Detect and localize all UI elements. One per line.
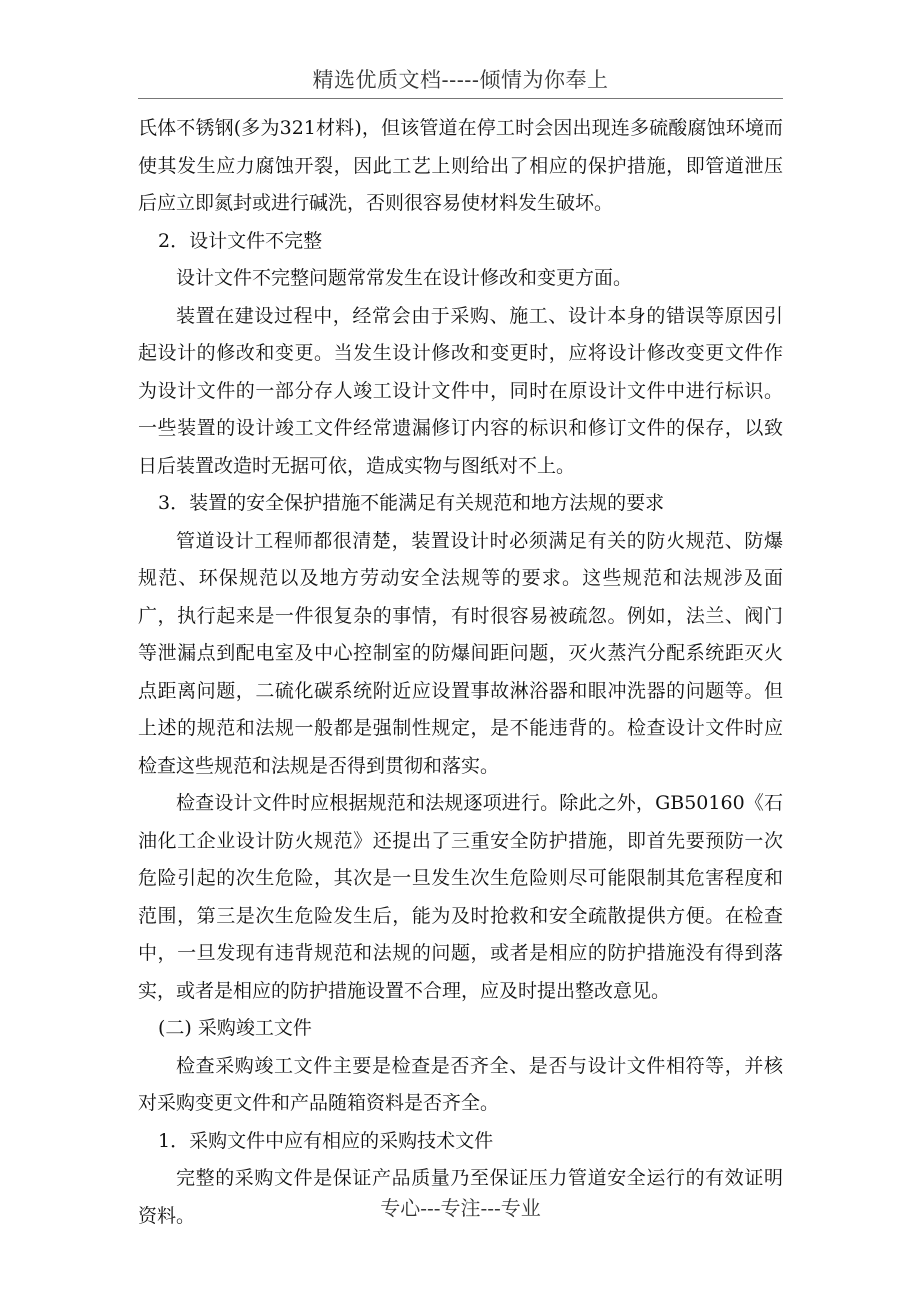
section-heading-3: 3．装置的安全保护措施不能满足有关规范和地方法规的要求 bbox=[158, 492, 665, 514]
header-divider bbox=[138, 98, 783, 99]
section-heading-2: 2．设计文件不完整 bbox=[158, 229, 323, 252]
paragraph-continuation: 氏体不锈钢(多为321材料)，但该管道在停工时会因出现连多硫酸腐蚀环境而使其发生应力腐蚀开裂，因此工艺上则给出了相应的保护措施，即管道泄压后应立即氮封或进行碱洗，否则很容易使材料发生破坏。 bbox=[138, 117, 783, 214]
paragraph: 检查设计文件时应根据规范和法规逐项进行。除此之外，GB50160《石油化工企业设计防火规范》还提出了三重安全防护措施，即首先要预防一次危险引起的次生危险，其次是一旦发生次生危险则尽可能限制其危害程度和范围，第三是次生危险发生后，能为及时抢救和安全疏散提供方便。在检查中，一旦发现有违背规范和法规的问题，或者是相应的防护措施没有得到落实，或者是相应的防护措施设置不合理，应及时提出整改意见。 bbox=[138, 792, 783, 1002]
section-heading-part-2: (二) 采购竣工文件 bbox=[158, 1017, 312, 1039]
paragraph: 检查采购竣工文件主要是检查是否齐全、是否与设计文件相符等，并核对采购变更文件和产品随箱资料是否齐全。 bbox=[138, 1054, 783, 1114]
document-body bbox=[138, 110, 783, 1235]
paragraph: 装置在建设过程中，经常会由于采购、施工、设计本身的错误等原因引起设计的修改和变更。当发生设计修改和变更时，应将设计修改变更文件作为设计文件的一部分存人竣工设计文件中，同时在原设计文件中进行标识。一些装置的设计竣工文件经常遗漏修订内容的标识和修订文件的保存，以致日后装置改造时无据可依，造成实物与图纸对不上。 bbox=[138, 304, 783, 477]
paragraph: 完整的采购文件是保证产品质量乃至保证压力管道安全运行的有效证明资料。 bbox=[138, 1167, 783, 1227]
page-footer: 专心---专注---专业 bbox=[380, 1196, 541, 1220]
section-heading-1: 1．采购文件中应有相应的采购技术文件 bbox=[158, 1129, 494, 1152]
page-header: 精选优质文档-----倾情为你奉上 bbox=[312, 68, 609, 92]
paragraph: 管道设计工程师都很清楚，装置设计时必须满足有关的防火规范、防爆规范、环保规范以及地方劳动安全法规等的要求。这些规范和法规涉及面广，执行起来是一件很复杂的事情，有时很容易被疏忽。例如，法兰、阀门等泄漏点到配电室及中心控制室的防爆间距问题，灭火蒸汽分配系统距灭火点距离问题，二硫化碳系统附近应设置事故淋浴器和眼冲洗器的问题等。但上述的规范和法规一般都是强制性规定，是不能违背的。检查设计文件时应检查这些规范和法规是否得到贯彻和落实。 bbox=[138, 529, 783, 777]
paragraph: 设计文件不完整问题常常发生在设计修改和变更方面。 bbox=[176, 267, 633, 289]
